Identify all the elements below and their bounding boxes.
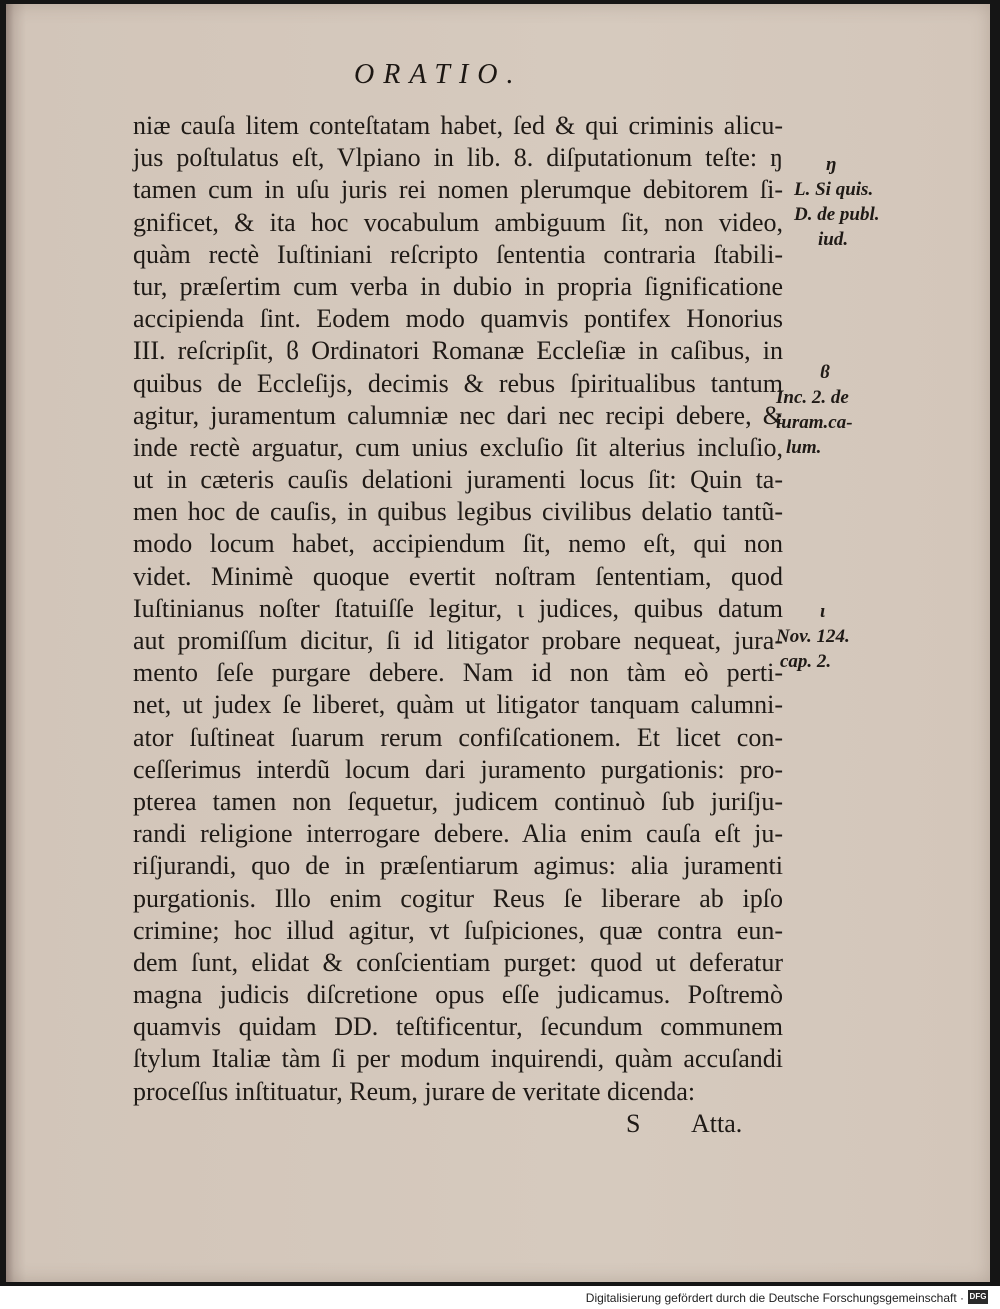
footnote-marker: ŋ — [826, 154, 837, 175]
text-line: tamen cum in uſu juris rei nomen plerumque debitorem ſi- — [133, 175, 783, 205]
text-line: randi religione interrogare debere. Alia enim cauſa eſt ju- — [133, 819, 783, 849]
margin-note-line: Nov. 124. — [776, 626, 850, 647]
text-line: modo locum habet, accipiendum ſit, nemo eſt, qui non — [133, 529, 783, 559]
margin-note-line: lum. — [786, 437, 822, 458]
text-line: ator ſuſtineat ſuarum rerum confiſcationem. Et licet con- — [133, 722, 783, 752]
text-line: purgationis. Illo enim cogitur Reus ſe liberare ab ipſo — [133, 883, 783, 913]
text-line: riſjurandi, quo de in præſentiarum agimus: alia juramenti — [133, 851, 783, 881]
dfg-logo: DFG — [968, 1290, 988, 1304]
running-header: ORATIO. — [354, 59, 523, 90]
text-line: ſtylum Italiæ tàm ſi per modum inquirendi, quàm accuſandi — [133, 1044, 783, 1074]
margin-note-line: D. de publ. — [794, 204, 880, 225]
text-line: videt. Minimè quoque evertit noſtram ſententiam, quod — [133, 561, 783, 591]
margin-note-3 — [776, 599, 850, 674]
text-line: ut in cæteris cauſis delationi juramenti locus ſit: Quin ta- — [133, 465, 783, 495]
text-line: crimine; hoc illud agitur, vt ſuſpiciones, quæ contra eun- — [133, 915, 783, 945]
text-line: men hoc de cauſis, in quibus legibus civilibus delatio tantũ- — [133, 497, 783, 527]
text-line: pterea tamen non ſequetur, judicem continuò ſub juriſju- — [133, 786, 783, 816]
text-line: proceſſus inſtituatur, Reum, jurare de veritate dicenda: — [133, 1076, 696, 1106]
text-line: Iuſtinianus noſter ſtatuiſſe legitur, ι judices, quibus datum — [133, 593, 783, 623]
margin-note-2 — [776, 360, 853, 460]
text-line: inde rectè arguatur, cum unius excluſio ſit alterius incluſio, — [133, 432, 783, 462]
text-line: gnificet, & ita hoc vocabulum ambiguum ſit, non video, — [133, 207, 783, 237]
margin-note-1 — [794, 152, 880, 252]
text-line: tur, præſertim cum verba in dubio in propria ſignificatione — [133, 271, 783, 301]
margin-note-line: cap. 2. — [780, 651, 832, 672]
footnote-marker: ι — [820, 601, 826, 622]
text-line: agitur, juramentum calumniæ nec dari nec recipi debere, & — [133, 400, 783, 430]
text-line: jus poſtulatus eſt, Vlpiano in lib. 8. diſputationum teſte: ŋ — [133, 143, 783, 173]
body-text — [133, 110, 783, 1140]
margin-note-line: Inc. 2. de — [776, 387, 849, 408]
text-line: quibus de Eccleſijs, decimis & rebus ſpiritualibus tantum — [133, 368, 783, 398]
footnote-marker: ϐ — [820, 362, 830, 383]
text-line: net, ut judex ſe liberet, quàm ut litigator tanquam calumni- — [133, 690, 783, 720]
margin-note-line: iuram.ca- — [776, 412, 853, 433]
text-line: quàm rectè Iuſtiniani reſcripto ſententia contraria ſtabili- — [133, 239, 783, 269]
text-line: aut promiſſum dicitur, ſi id litigator probare nequeat, jura- — [133, 626, 783, 655]
margin-note-line: L. Si quis. — [794, 179, 874, 200]
footer-credit: Digitalisierung gefördert durch die Deutsche Forschungsgemeinschaft · — [585, 1291, 964, 1305]
text-line: III. reſcripſit, ϐ Ordinatori Romanæ Eccleſiæ in caſibus, in — [133, 336, 783, 366]
catchwords: S Atta. — [626, 1108, 743, 1138]
text-line: ceſſerimus interdũ locum dari juramento purgationis: pro- — [133, 754, 783, 784]
margin-note-line: iud. — [818, 229, 849, 250]
text-line: mento ſeſe purgare debere. Nam id non tàm eò perti- — [133, 658, 783, 688]
text-line: dem ſunt, elidat & conſcientiam purget: quod ut deferatur — [133, 947, 783, 977]
text-line: magna judicis diſcretione opus eſſe judicamus. Poſtremò — [133, 980, 783, 1010]
text-line: niæ cauſa litem conteſtatam habet, ſed & qui criminis alicu- — [133, 111, 783, 140]
text-line: accipienda ſint. Eodem modo quamvis pontifex Honorius — [133, 304, 783, 334]
book-page — [6, 4, 990, 1282]
text-line: quamvis quidam DD. teſtificentur, ſecundum communem — [133, 1012, 783, 1042]
